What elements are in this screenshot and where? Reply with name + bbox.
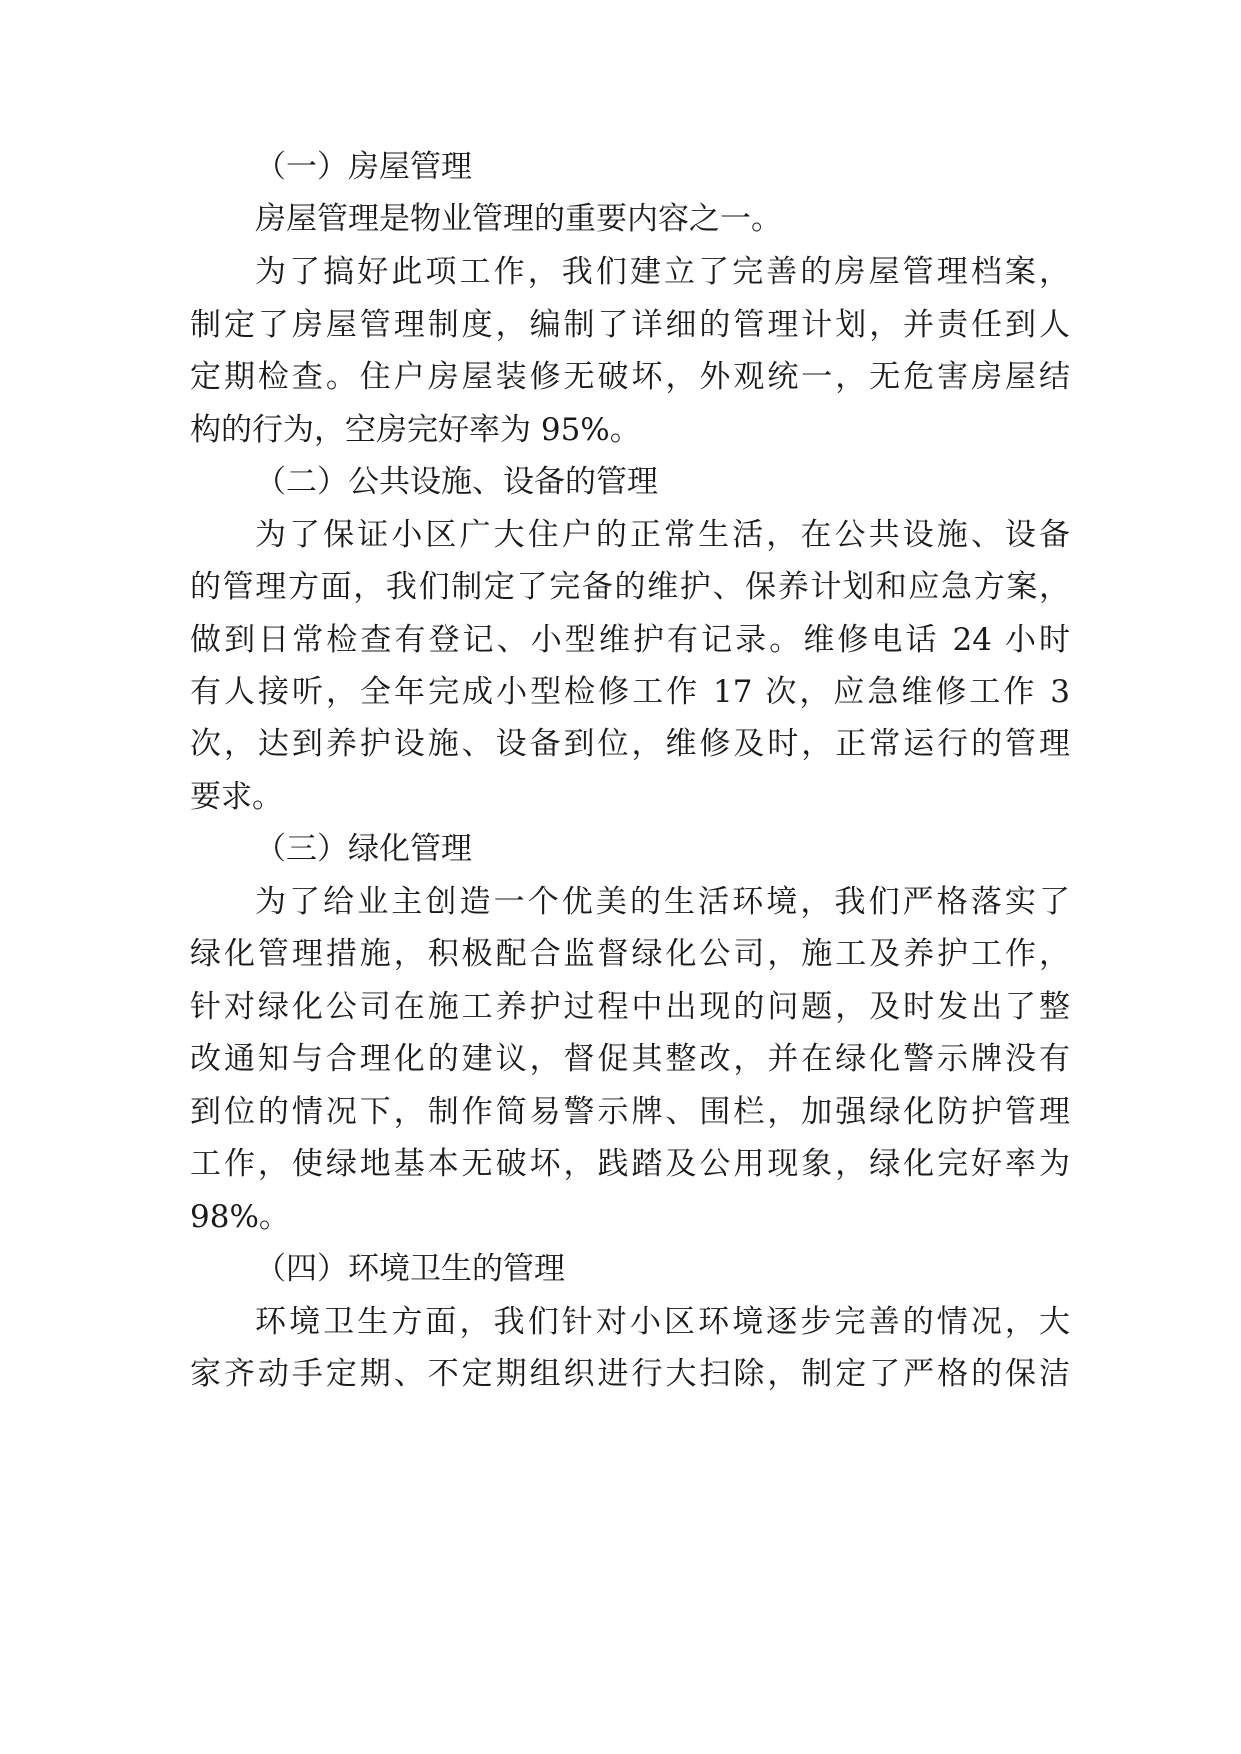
paragraph-line: 家齐动手定期、不定期组织进行大扫除，制定了严格的保洁 [190, 1356, 1070, 1392]
paragraph-line: 改通知与合理化的建议，督促其整改，并在绿化警示牌没有 [190, 1041, 1070, 1077]
paragraph-line: 制定了房屋管理制度，编制了详细的管理计划，并责任到人 [190, 307, 1070, 343]
paragraph-line: 有人接听，全年完成小型检修工作 17 次，应急维修工作 3 [190, 674, 1070, 710]
paragraph-line: 为了给业主创造一个优美的生活环境，我们严格落实了 [255, 884, 1070, 920]
paragraph-line: 的管理方面，我们制定了完备的维护、保养计划和应急方案， [190, 569, 1070, 605]
paragraph-line: 绿化管理措施，积极配合监督绿化公司，施工及养护工作， [190, 936, 1070, 972]
paragraph-line: 工作，使绿地基本无破坏，践踏及公用现象，绿化完好率为 [190, 1146, 1070, 1182]
paragraph-line: 做到日常检查有登记、小型维护有记录。维修电话 24 小时 [190, 622, 1070, 658]
paragraph-line: 房屋管理是物业管理的重要内容之一。 [255, 201, 782, 237]
section-heading-facilities: （二）公共设施、设备的管理 [255, 464, 658, 500]
paragraph-line: 为了保证小区广大住户的正常生活，在公共设施、设备 [255, 517, 1070, 553]
paragraph-line: 次，达到养护设施、设备到位，维修及时，正常运行的管理 [190, 726, 1070, 762]
paragraph-line: 要求。 [190, 779, 283, 815]
section-heading-housing: （一）房屋管理 [255, 149, 472, 185]
paragraph-line: 定期检查。住户房屋装修无破坏，外观统一，无危害房屋结 [190, 359, 1070, 395]
paragraph-line: 构的行为，空房完好率为 95%。 [190, 412, 641, 448]
paragraph-line: 98%。 [190, 1199, 290, 1235]
paragraph-line: 为了搞好此项工作，我们建立了完善的房屋管理档案， [255, 254, 1070, 290]
paragraph-line: 环境卫生方面，我们针对小区环境逐步完善的情况，大 [255, 1304, 1070, 1340]
paragraph-line: 针对绿化公司在施工养护过程中出现的问题，及时发出了整 [190, 989, 1070, 1025]
paragraph-line: 到位的情况下，制作简易警示牌、围栏，加强绿化防护管理 [190, 1094, 1070, 1130]
section-heading-greening: （三）绿化管理 [255, 831, 472, 867]
section-heading-sanitation: （四）环境卫生的管理 [255, 1251, 565, 1287]
